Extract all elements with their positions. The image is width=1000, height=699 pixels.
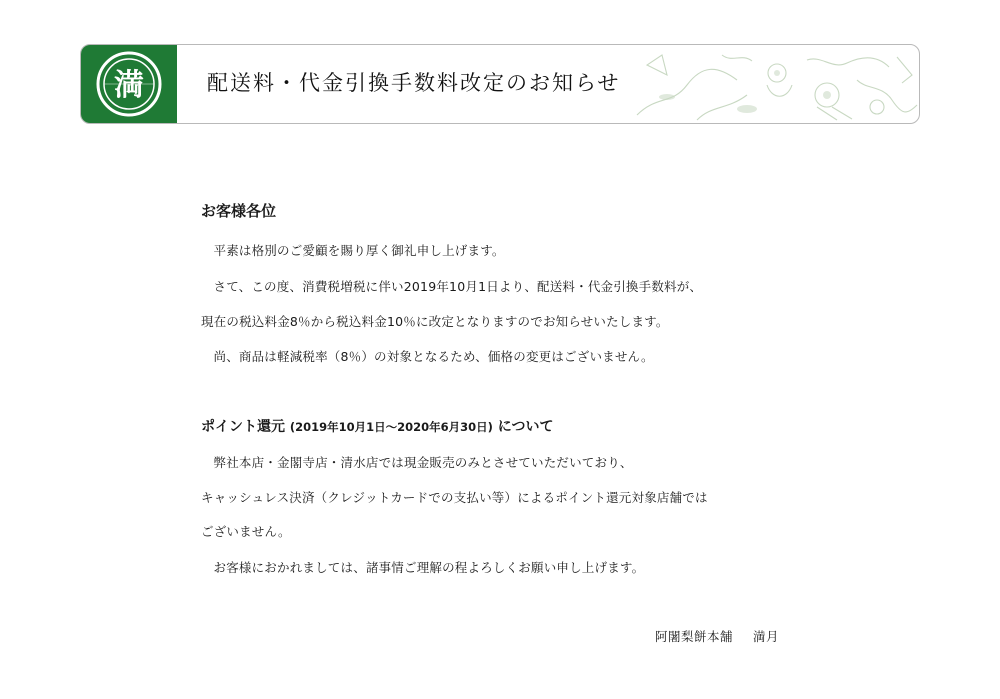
decorative-scroll-art [627,45,919,123]
page-title: 配送料・代金引換手数料改定のお知らせ [207,71,621,95]
points-heading-period: (2019年10月1日～2020年6月30日) [289,420,493,434]
notice-paragraph: 尚、商品は軽減税率（8％）の対象となるため、価格の変更はございません。 [213,349,654,364]
points-paragraph: キャッシュレス決済（クレジットカードでの支払い等）によるポイント還元対象店舗では [201,490,708,505]
points-paragraph: お客様におかれましては、諸事情ご理解の程よろしくお願い申し上げます。 [213,560,645,575]
mangetsu-logo-icon [93,48,165,120]
greeting-heading: お客様各位 [201,202,277,220]
logo [81,45,177,123]
points-paragraph: ございません。 [201,524,291,539]
points-heading-label: ポイント還元 [201,419,285,435]
signature [655,627,779,645]
points-paragraph: 弊社本店・金閣寺店・清水店では現金販売のみとさせていただいており、 [213,455,633,470]
notice-paragraph: 平素は格別のご愛顧を賜り厚く御礼申し上げます。 [213,243,505,258]
notice-paragraph: 現在の税込料金8％から税込料金10％に改定となりますのでお知らせいたします。 [201,314,669,329]
logo-glyph: 満 [114,68,144,103]
signature-company: 阿闍梨餅本舗 [655,629,734,644]
signature-brand: 満月 [753,629,780,644]
notice-paragraph: さて、この度、消費税増税に伴い2019年10月1日より、配送料・代金引換手数料が、 [213,279,703,294]
points-heading [201,416,554,436]
header-banner [80,44,920,124]
points-heading-suffix: について [497,419,554,435]
